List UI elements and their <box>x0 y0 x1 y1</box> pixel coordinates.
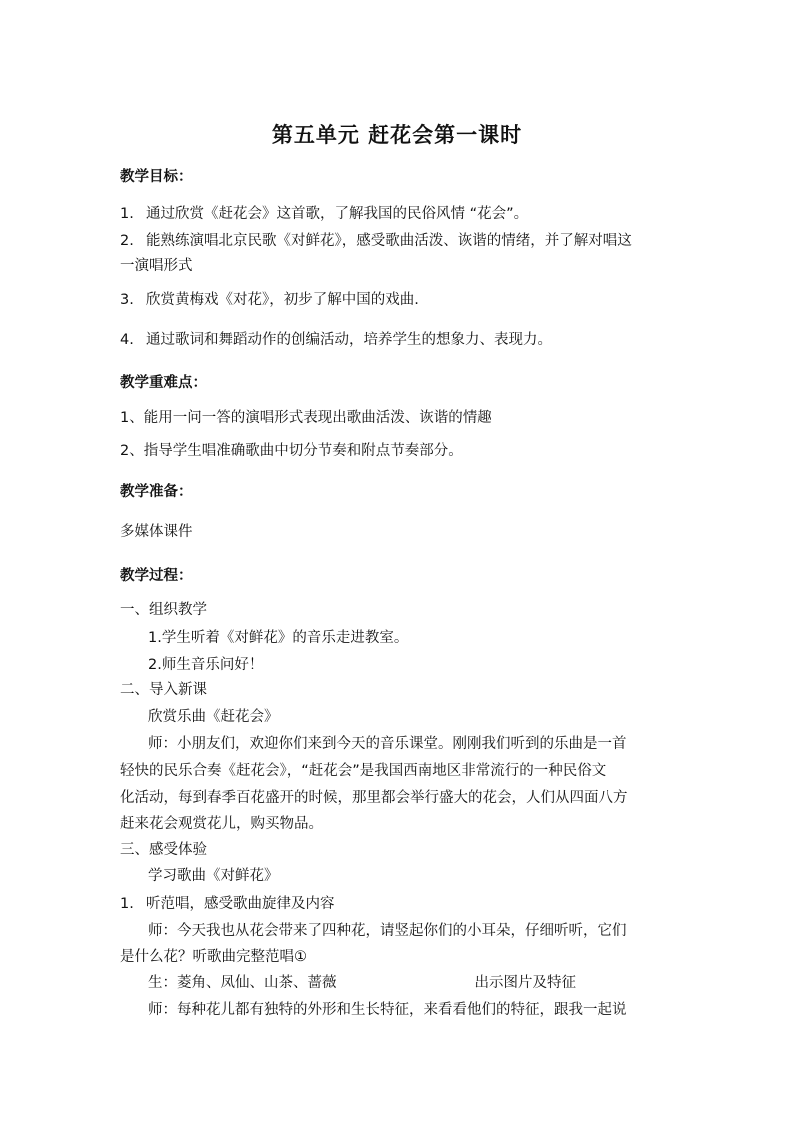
section-3-item-text: 听范唱，感受歌曲旋律及内容 <box>146 896 335 912</box>
key-points-heading: 教学重难点： <box>120 375 207 391</box>
section-3-paragraph-line: 是什么花？听歌曲完整范唱① <box>120 949 307 965</box>
section-1-item-1: 1.学生听着《对鲜花》的音乐走进教室。 <box>148 630 409 646</box>
objective-item-4 <box>120 330 552 350</box>
section-1-title: 一、组织教学 <box>120 602 207 618</box>
key-point-item-2: 2、指导学生唱准确歌曲中切分节奏和附点节奏部分。 <box>120 443 463 459</box>
section-3-title: 三、感受体验 <box>120 842 207 858</box>
objective-number: 1. <box>120 206 134 222</box>
section-3-paragraph-line: 师：每种花儿都有独特的外形和生长特征，来看看他们的特征，跟我一起说 <box>148 1002 627 1018</box>
section-1-item-2: 2.师生音乐问好！ <box>148 657 264 673</box>
section-2-paragraph-line: 师：小朋友们，欢迎你们来到今天的音乐课堂。刚刚我们听到的乐曲是一首 <box>148 736 627 752</box>
objective-text: 通过歌词和舞蹈动作的创编活动，培养学生的想象力、表现力。 <box>146 332 552 348</box>
objective-item-1 <box>120 204 528 224</box>
objective-number: 3. <box>120 292 134 308</box>
objective-text: 能熟练演唱北京民歌《对鲜花》，感受歌曲活泼、诙谐的情绪，并了解对唱这 <box>146 233 632 249</box>
objective-text: 通过欣赏《赶花会》这首歌，了解我国的民俗风情 “花会”。 <box>146 206 529 222</box>
preparation-text: 多媒体课件 <box>120 524 193 540</box>
section-3-paragraph-line: 师：今天我也从花会带来了四种花，请竖起你们的小耳朵，仔细听听，它们 <box>148 923 627 939</box>
section-3-item-1 <box>120 894 335 914</box>
objective-number: 2. <box>120 233 134 249</box>
key-point-item-1: 1、能用一问一答的演唱形式表现出歌曲活泼、诙谐的情趣 <box>120 410 492 426</box>
section-2-paragraph-line: 化活动，每到春季百花盛开的时候，那里都会举行盛大的花会，人们从四面八方 <box>120 790 628 806</box>
student-answer-text: 生：菱角、凤仙、山茶、蔷薇 <box>148 975 337 991</box>
section-2-paragraph-line: 轻快的民乐合奏《赶花会》，“赶花会”是我国西南地区非常流行的一种民俗文 <box>120 763 607 779</box>
objective-item-2 <box>120 231 632 251</box>
objective-item-3 <box>120 290 419 310</box>
objective-number: 4. <box>120 332 134 348</box>
section-2-title: 二、导入新课 <box>120 682 207 698</box>
preparation-heading: 教学准备： <box>120 484 193 500</box>
section-3-item-number: 1. <box>120 896 134 912</box>
objectives-heading: 教学目标： <box>120 169 193 185</box>
objective-text: 欣赏黄梅戏《对花》，初步了解中国的戏曲. <box>146 292 419 308</box>
section-2-paragraph-line: 赶来花会观赏花儿，购买物品。 <box>120 816 323 832</box>
student-answer-note: 出示图片及特征 <box>474 975 576 991</box>
section-3-student-answer <box>148 973 576 993</box>
section-3-subtitle: 学习歌曲《对鲜花》 <box>148 868 279 884</box>
objective-item-2-continued: 一演唱形式 <box>120 258 193 274</box>
section-2-subtitle: 欣赏乐曲《赶花会》 <box>148 709 279 725</box>
page-title: 第五单元 赶花会第一课时 <box>271 123 523 147</box>
process-heading: 教学过程： <box>120 568 193 584</box>
